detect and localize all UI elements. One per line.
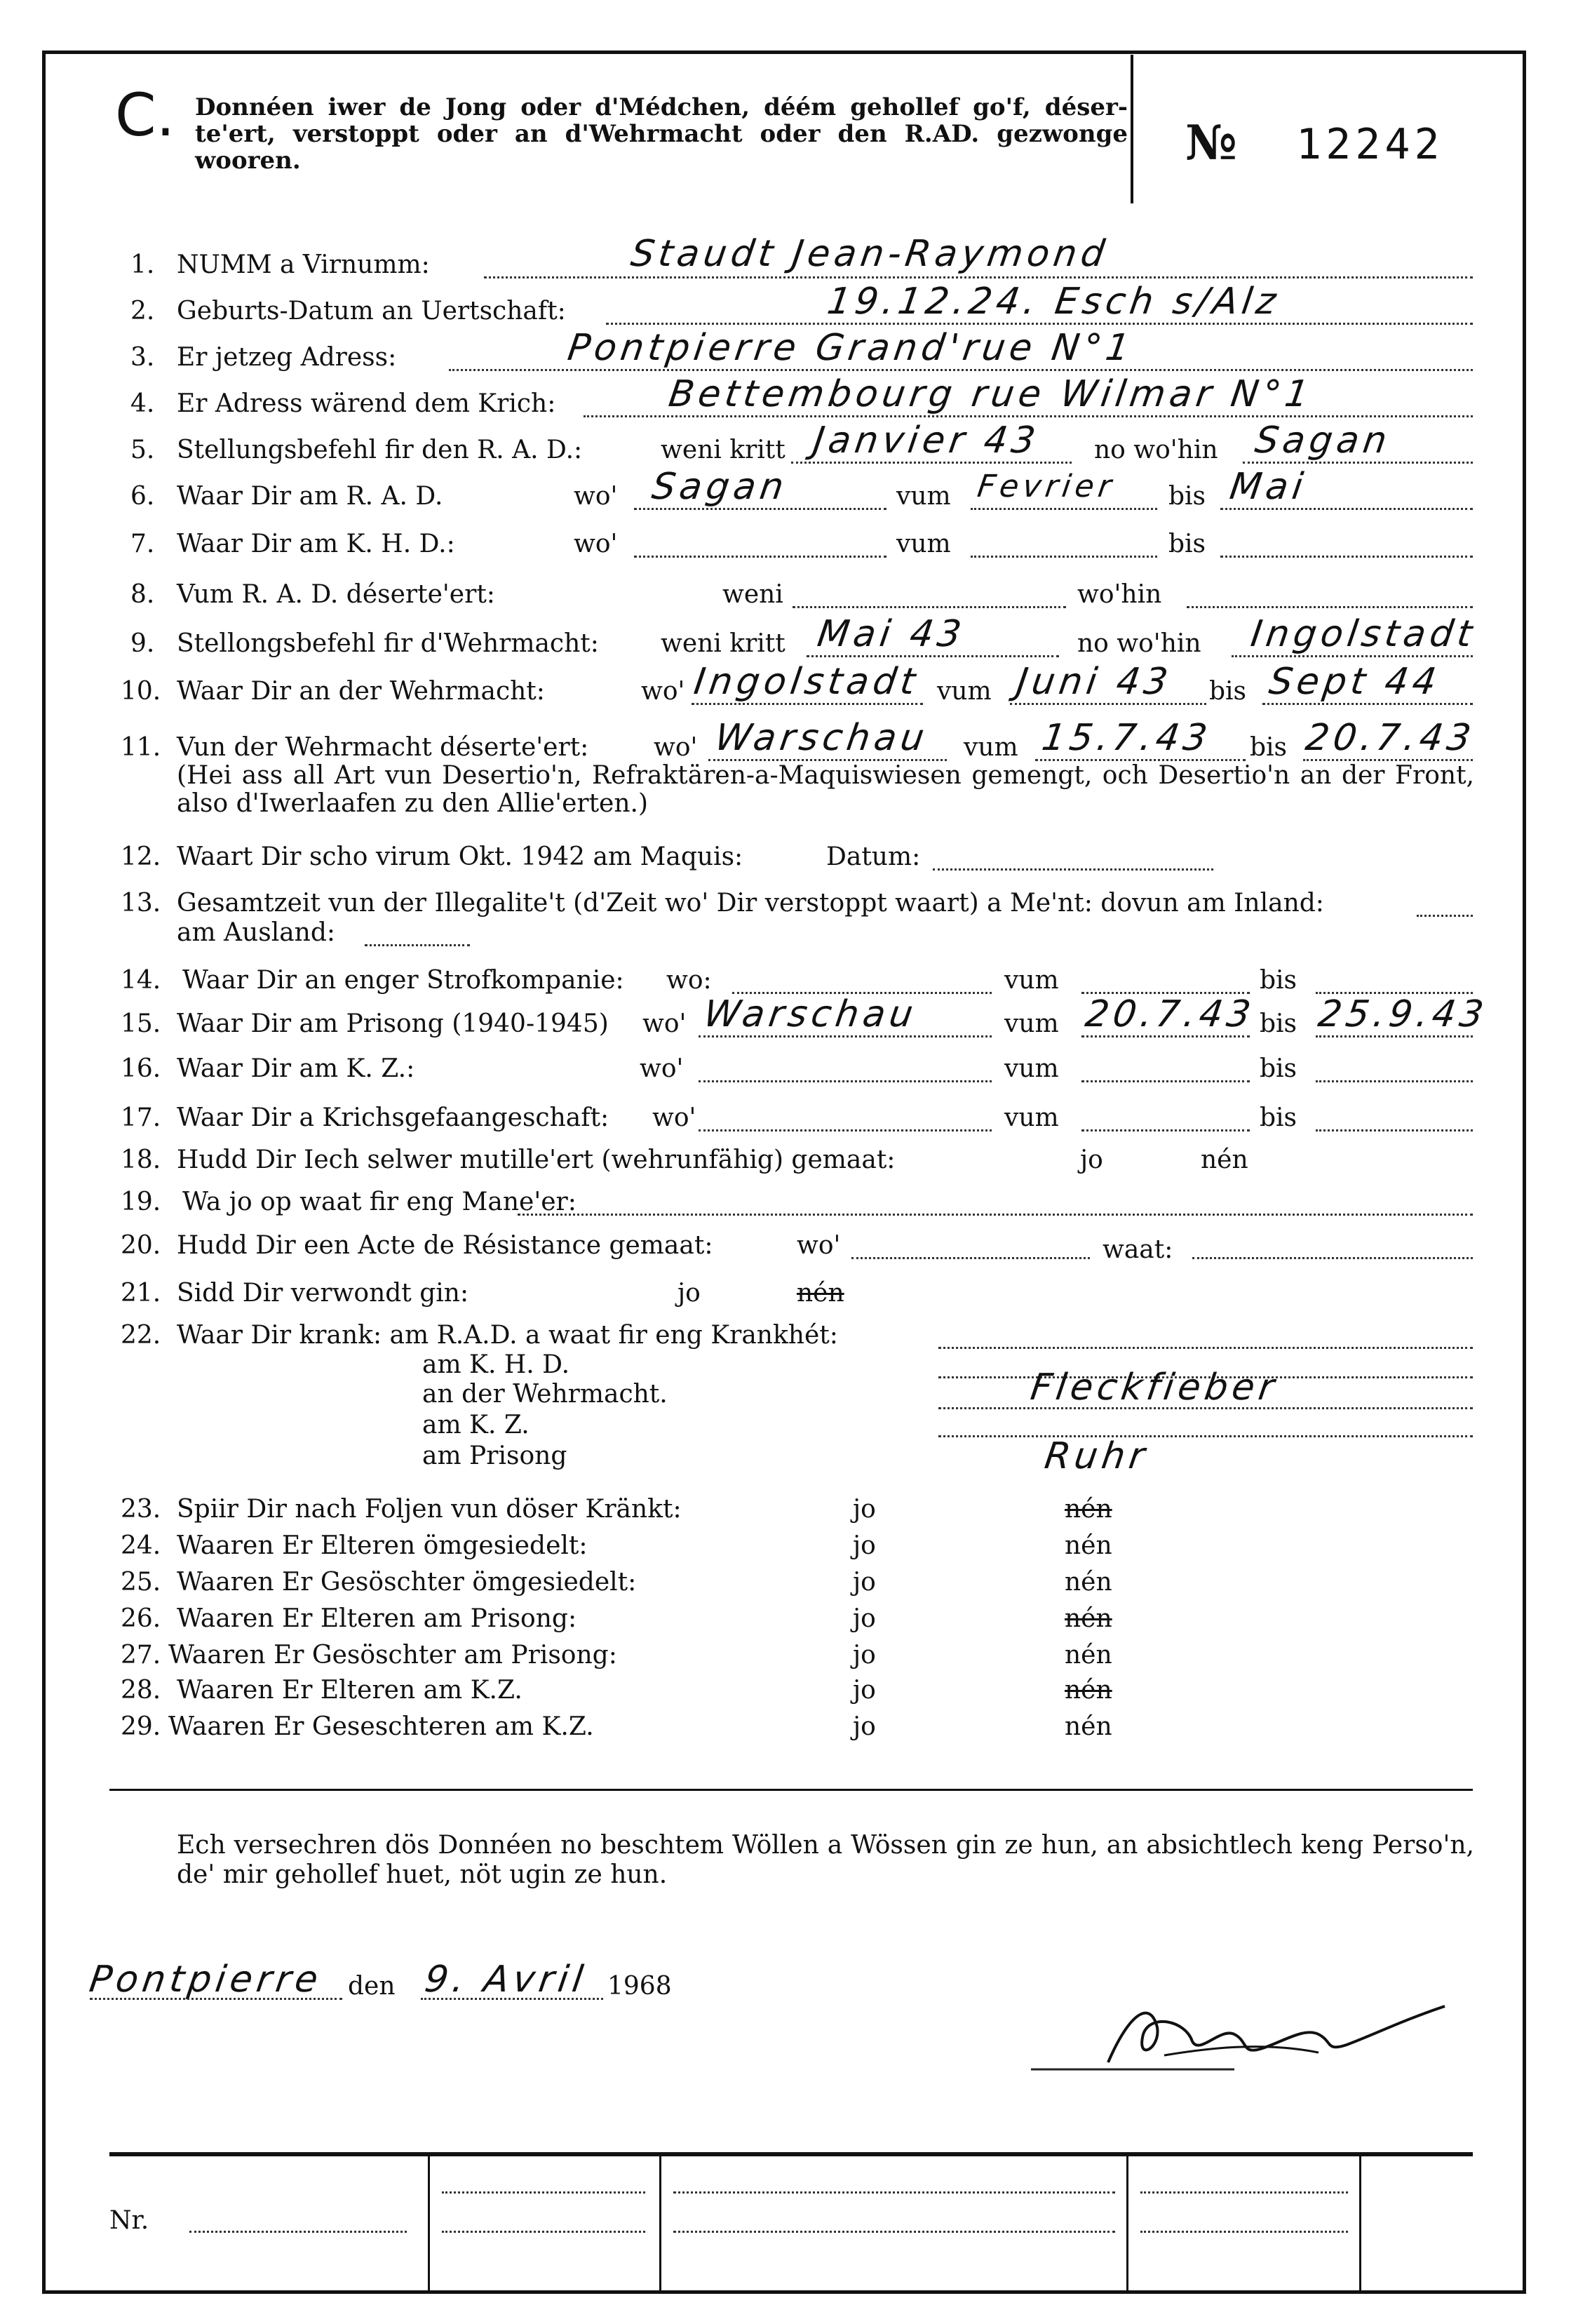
weni-kritt-label: weni kritt: [661, 629, 786, 658]
item-number: 23.: [121, 1495, 161, 1524]
jo-option: jo: [853, 1495, 876, 1524]
answer-line: [1220, 508, 1473, 510]
answer-line: [1220, 556, 1473, 558]
jo-option: jo: [853, 1712, 876, 1741]
nr-label: Nr.: [109, 2206, 149, 2235]
answer-line: [1262, 703, 1473, 705]
item-number: 25.: [121, 1568, 161, 1597]
item-number: 26.: [121, 1604, 161, 1633]
answer-line: [1316, 1035, 1473, 1037]
wehrmacht-order-place: Ingolstadt: [1248, 613, 1479, 655]
answer-line: [634, 556, 886, 558]
signing-year: 1968: [607, 1972, 672, 2001]
bis-label: bis: [1260, 1103, 1297, 1132]
wo-label: wo': [640, 1054, 684, 1083]
wo-label: wo': [652, 1103, 696, 1132]
item-label: Vum R. A. D. déserte'ert:: [177, 580, 495, 609]
item-number: 3.: [130, 343, 155, 372]
footer-dotted-line: [1140, 2231, 1348, 2233]
illness-wehrmacht: Fleckfieber: [1027, 1366, 1281, 1409]
item-label: Stellungsbefehl fir den R. A. D.:: [177, 436, 583, 464]
item-label: Waaren Er Elteren am K.Z.: [177, 1676, 522, 1705]
item-label: Waar Dir am K. Z.:: [177, 1054, 415, 1083]
item-number: 13.: [121, 889, 161, 918]
wo-label: wo': [574, 482, 618, 511]
answer-line: [634, 508, 886, 510]
separator-line: [109, 1789, 1473, 1791]
answer-line: [421, 1998, 603, 2000]
item-label: Gesamtzeit vun der Illegalite't (d'Zeit wo' Dir verstoppt waart) a Me'nt: dovun am Inland:: [177, 889, 1324, 918]
answer-line: [699, 1035, 992, 1037]
answer-line: [1316, 1129, 1473, 1131]
answer-line: [1192, 1257, 1473, 1259]
item-number: 7.: [130, 530, 155, 558]
desertion-to: 20.7.43: [1302, 717, 1478, 759]
item-label: Er Adress wärend dem Krich:: [177, 389, 556, 418]
item-label: Waart Dir scho virum Okt. 1942 am Maquis:: [177, 842, 743, 871]
item-label: Waar Dir krank: am R.A.D. a waat fir eng Krankhét:: [177, 1321, 838, 1350]
answer-line: [1243, 462, 1473, 464]
vum-label: vum: [1004, 1054, 1059, 1083]
item-number: 14.: [121, 966, 161, 995]
vum-label: vum: [1004, 1009, 1059, 1038]
item-label: Vun der Wehrmacht déserte'ert:: [177, 733, 589, 762]
den-label: den: [348, 1972, 396, 2001]
rad-order-date: Janvier 43: [810, 419, 1042, 462]
nen-option-struck: nén: [1065, 1604, 1112, 1633]
wo-label: wo': [654, 733, 698, 762]
item-number: 19.: [121, 1188, 161, 1216]
answer-line: [1316, 1080, 1473, 1082]
sub-label: am K. Z.: [422, 1411, 530, 1439]
answer-line: [365, 944, 470, 946]
item-number: 5.: [130, 436, 155, 464]
wehrmacht-from: Juni 43: [1013, 661, 1175, 703]
jo-option: jo: [853, 1676, 876, 1705]
item-label: Hudd Dir Iech selwer mutille'ert (wehrunfähig) gemaat:: [177, 1146, 896, 1174]
item-number: 27.: [121, 1641, 161, 1670]
item-label: Waar Dir am Prisong (1940-1945): [177, 1009, 609, 1038]
waat-label: waat:: [1103, 1235, 1173, 1264]
jo-option: jo: [853, 1531, 876, 1560]
weni-kritt-label: weni kritt: [661, 436, 786, 464]
answer-line: [793, 606, 1066, 608]
vum-label: vum: [896, 482, 951, 511]
answer-line: [1081, 1035, 1250, 1037]
footer-dotted-line: [673, 2231, 1115, 2233]
prison-to: 25.9.43: [1315, 993, 1490, 1035]
name-answer: Staudt Jean-Raymond: [628, 233, 1112, 275]
answer-line: [851, 1257, 1090, 1259]
footer-dotted-line: [442, 2231, 645, 2233]
number-symbol: №: [1185, 115, 1237, 171]
footer-divider: [1126, 2154, 1128, 2294]
bis-label: bis: [1260, 966, 1297, 995]
item-label: Waar Dir an der Wehrmacht:: [177, 677, 545, 706]
vum-label: vum: [937, 677, 992, 706]
item-number: 9.: [130, 629, 155, 658]
illness-prison: Ruhr: [1041, 1435, 1152, 1477]
no-wohin-label: no wo'hin: [1077, 629, 1201, 658]
sub-label: am Prisong: [422, 1442, 567, 1470]
answer-line: [189, 2231, 407, 2233]
rad-from: Fevrier: [975, 469, 1118, 504]
item-number: 2.: [130, 297, 155, 325]
item-number: 18.: [121, 1146, 161, 1174]
no-wohin-label: no wo'hin: [1094, 436, 1218, 464]
signing-place: Pontpierre: [86, 1959, 325, 2001]
answer-line: [90, 1998, 342, 2000]
item-number: 29.: [121, 1712, 161, 1741]
signing-date: 9. Avril: [422, 1959, 590, 2001]
footer-divider: [1359, 2154, 1361, 2294]
answer-line: [1081, 1080, 1250, 1082]
nen-option: nén: [1065, 1712, 1112, 1741]
item-label: Er jetzeg Adress:: [177, 343, 397, 372]
wohin-label: wo'hin: [1077, 580, 1162, 609]
item-number: 24.: [121, 1531, 161, 1560]
item-label: Waaren Er Geseschteren am K.Z.: [168, 1712, 594, 1741]
rad-place: Sagan: [649, 466, 790, 508]
sub-label: an der Wehrmacht.: [422, 1380, 668, 1409]
datum-label: Datum:: [826, 842, 921, 871]
item-label: Waaren Er Elteren am Prisong:: [177, 1604, 577, 1633]
item-number: 16.: [121, 1054, 161, 1083]
bis-label: bis: [1168, 482, 1206, 511]
answer-line: [484, 276, 1473, 278]
answer-line: [1232, 655, 1473, 657]
item-label: Waaren Er Elteren ömgesiedelt:: [177, 1531, 588, 1560]
answer-line: [584, 415, 1473, 417]
war-address-answer: Bettembourg rue Wilmar N°1: [666, 373, 1316, 415]
footer-dotted-line: [1140, 2191, 1348, 2194]
nen-option: nén: [1065, 1641, 1112, 1670]
bis-label: bis: [1260, 1054, 1297, 1083]
rad-order-place: Sagan: [1252, 419, 1394, 462]
form-number: 12242: [1296, 120, 1444, 169]
answer-line: [518, 1214, 1473, 1216]
answer-line: [938, 1435, 1473, 1437]
bis-label: bis: [1168, 530, 1206, 558]
vum-label: vum: [1004, 966, 1059, 995]
wo-label: wo': [641, 677, 685, 706]
vum-label: vum: [964, 733, 1018, 762]
answer-line: [938, 1347, 1473, 1349]
item-label: Waar Dir an enger Strofkompanie:: [182, 966, 624, 995]
desertion-from: 15.7.43: [1039, 717, 1214, 759]
item-label: Wa jo op waat fir eng Mane'er:: [182, 1188, 577, 1216]
rad-to: Mai: [1227, 466, 1310, 508]
footer-dotted-line: [673, 2191, 1115, 2194]
answer-line: [1010, 703, 1206, 705]
wehrmacht-to: Sept 44: [1266, 661, 1443, 703]
wo-label: wo:: [666, 966, 712, 995]
item-label: Waaren Er Gesöschter ömgesiedelt:: [177, 1568, 637, 1597]
answer-line: [692, 703, 923, 705]
item-number: 4.: [130, 389, 155, 418]
nen-option-struck: nén: [797, 1279, 844, 1308]
weni-label: weni: [722, 580, 783, 609]
desertion-note: (Hei ass all Art vun Desertio'n, Refraktären-a-Maquiswiesen gemengt, och Desertio'n an der Front, also d'Iwerlaafen zu den Allie'erten.): [177, 761, 1474, 818]
wo-label: wo': [642, 1009, 687, 1038]
item-number: 10.: [121, 677, 161, 706]
footer-dotted-line: [442, 2191, 645, 2194]
item-number: 17.: [121, 1103, 161, 1132]
answer-line: [606, 323, 1473, 325]
sub-label: am K. H. D.: [422, 1350, 570, 1379]
item-number: 8.: [130, 580, 155, 609]
item-number: 11.: [121, 733, 161, 762]
prison-place: Warschau: [701, 993, 920, 1035]
item-number: 21.: [121, 1279, 161, 1308]
answer-line: [807, 655, 1059, 657]
nen-option-struck: nén: [1065, 1676, 1112, 1705]
item-label: Hudd Dir een Acte de Résistance gemaat:: [177, 1231, 713, 1260]
answer-line: [1187, 606, 1473, 608]
jo-option: jo: [853, 1604, 876, 1633]
item-number: 28.: [121, 1676, 161, 1705]
declaration-text: Ech versechren dös Donnéen no beschtem Wöllen a Wössen gin ze hun, an absichtlech keng Perso'n, de' mir gehollef huet, nöt ugin ze hun.: [177, 1831, 1474, 1889]
nen-option: nén: [1065, 1568, 1112, 1597]
answer-line: [1417, 915, 1473, 917]
ausland-label: am Ausland:: [177, 918, 336, 947]
item-number: 22.: [121, 1321, 161, 1350]
footer-top-line: [109, 2152, 1473, 2156]
item-label: Waaren Er Gesöschter am Prisong:: [168, 1641, 617, 1670]
answer-line: [971, 556, 1157, 558]
answer-line: [791, 462, 1072, 464]
answer-line: [699, 1129, 992, 1131]
item-label: Spiir Dir nach Foljen vun döser Kränkt:: [177, 1495, 682, 1524]
answer-line: [971, 508, 1157, 510]
jo-option: jo: [853, 1568, 876, 1597]
item-number: 20.: [121, 1231, 161, 1260]
footer-divider: [428, 2154, 430, 2294]
form-title: Donnéen iwer de Jong oder d'Médchen, déém gehollef go'f, déser-te'ert, verstoppt oder an d'Wehrmacht oder den R.AD. gezwonge wooren.: [195, 93, 1128, 175]
nen-option: nén: [1201, 1146, 1248, 1174]
vum-label: vum: [896, 530, 951, 558]
item-label: Waar Dir am K. H. D.:: [177, 530, 455, 558]
prison-from: 20.7.43: [1082, 993, 1258, 1035]
item-number: 6.: [130, 482, 155, 511]
header-divider: [1131, 55, 1133, 203]
jo-option: jo: [677, 1279, 701, 1308]
bis-label: bis: [1209, 677, 1247, 706]
vum-label: vum: [1004, 1103, 1059, 1132]
answer-line: [933, 868, 1213, 871]
wehrmacht-place: Ingolstadt: [691, 661, 922, 703]
wo-label: wo': [797, 1231, 841, 1260]
jo-option: jo: [1080, 1146, 1103, 1174]
item-label: Geburts-Datum an Uertschaft:: [177, 297, 566, 325]
item-label: Waar Dir a Krichsgefaangeschaft:: [177, 1103, 609, 1132]
item-number: 15.: [121, 1009, 161, 1038]
bis-label: bis: [1250, 733, 1288, 762]
desertion-place: Warschau: [712, 717, 931, 759]
signature: [1024, 1985, 1473, 2090]
wehrmacht-order-date: Mai 43: [814, 613, 969, 655]
footer-divider: [659, 2154, 661, 2294]
item-number: 12.: [121, 842, 161, 871]
answer-line: [1081, 1129, 1250, 1131]
item-label: Stellongsbefehl fir d'Wehrmacht:: [177, 629, 599, 658]
item-label: Sidd Dir verwondt gin:: [177, 1279, 469, 1308]
answer-line: [699, 1080, 992, 1082]
nen-option: nén: [1065, 1531, 1112, 1560]
item-number: 1.: [130, 250, 155, 279]
wo-label: wo': [574, 530, 618, 558]
nen-option-struck: nén: [1065, 1495, 1112, 1524]
address-answer: Pontpierre Grand'rue N°1: [565, 327, 1137, 369]
birth-answer: 19.12.24. Esch s/Alz: [824, 281, 1283, 323]
item-label: Waar Dir am R. A. D.: [177, 482, 443, 511]
answer-line: [449, 369, 1473, 371]
section-letter: C.: [115, 81, 175, 149]
bis-label: bis: [1260, 1009, 1297, 1038]
jo-option: jo: [853, 1641, 876, 1670]
item-label: NUMM a Virnumm:: [177, 250, 430, 279]
